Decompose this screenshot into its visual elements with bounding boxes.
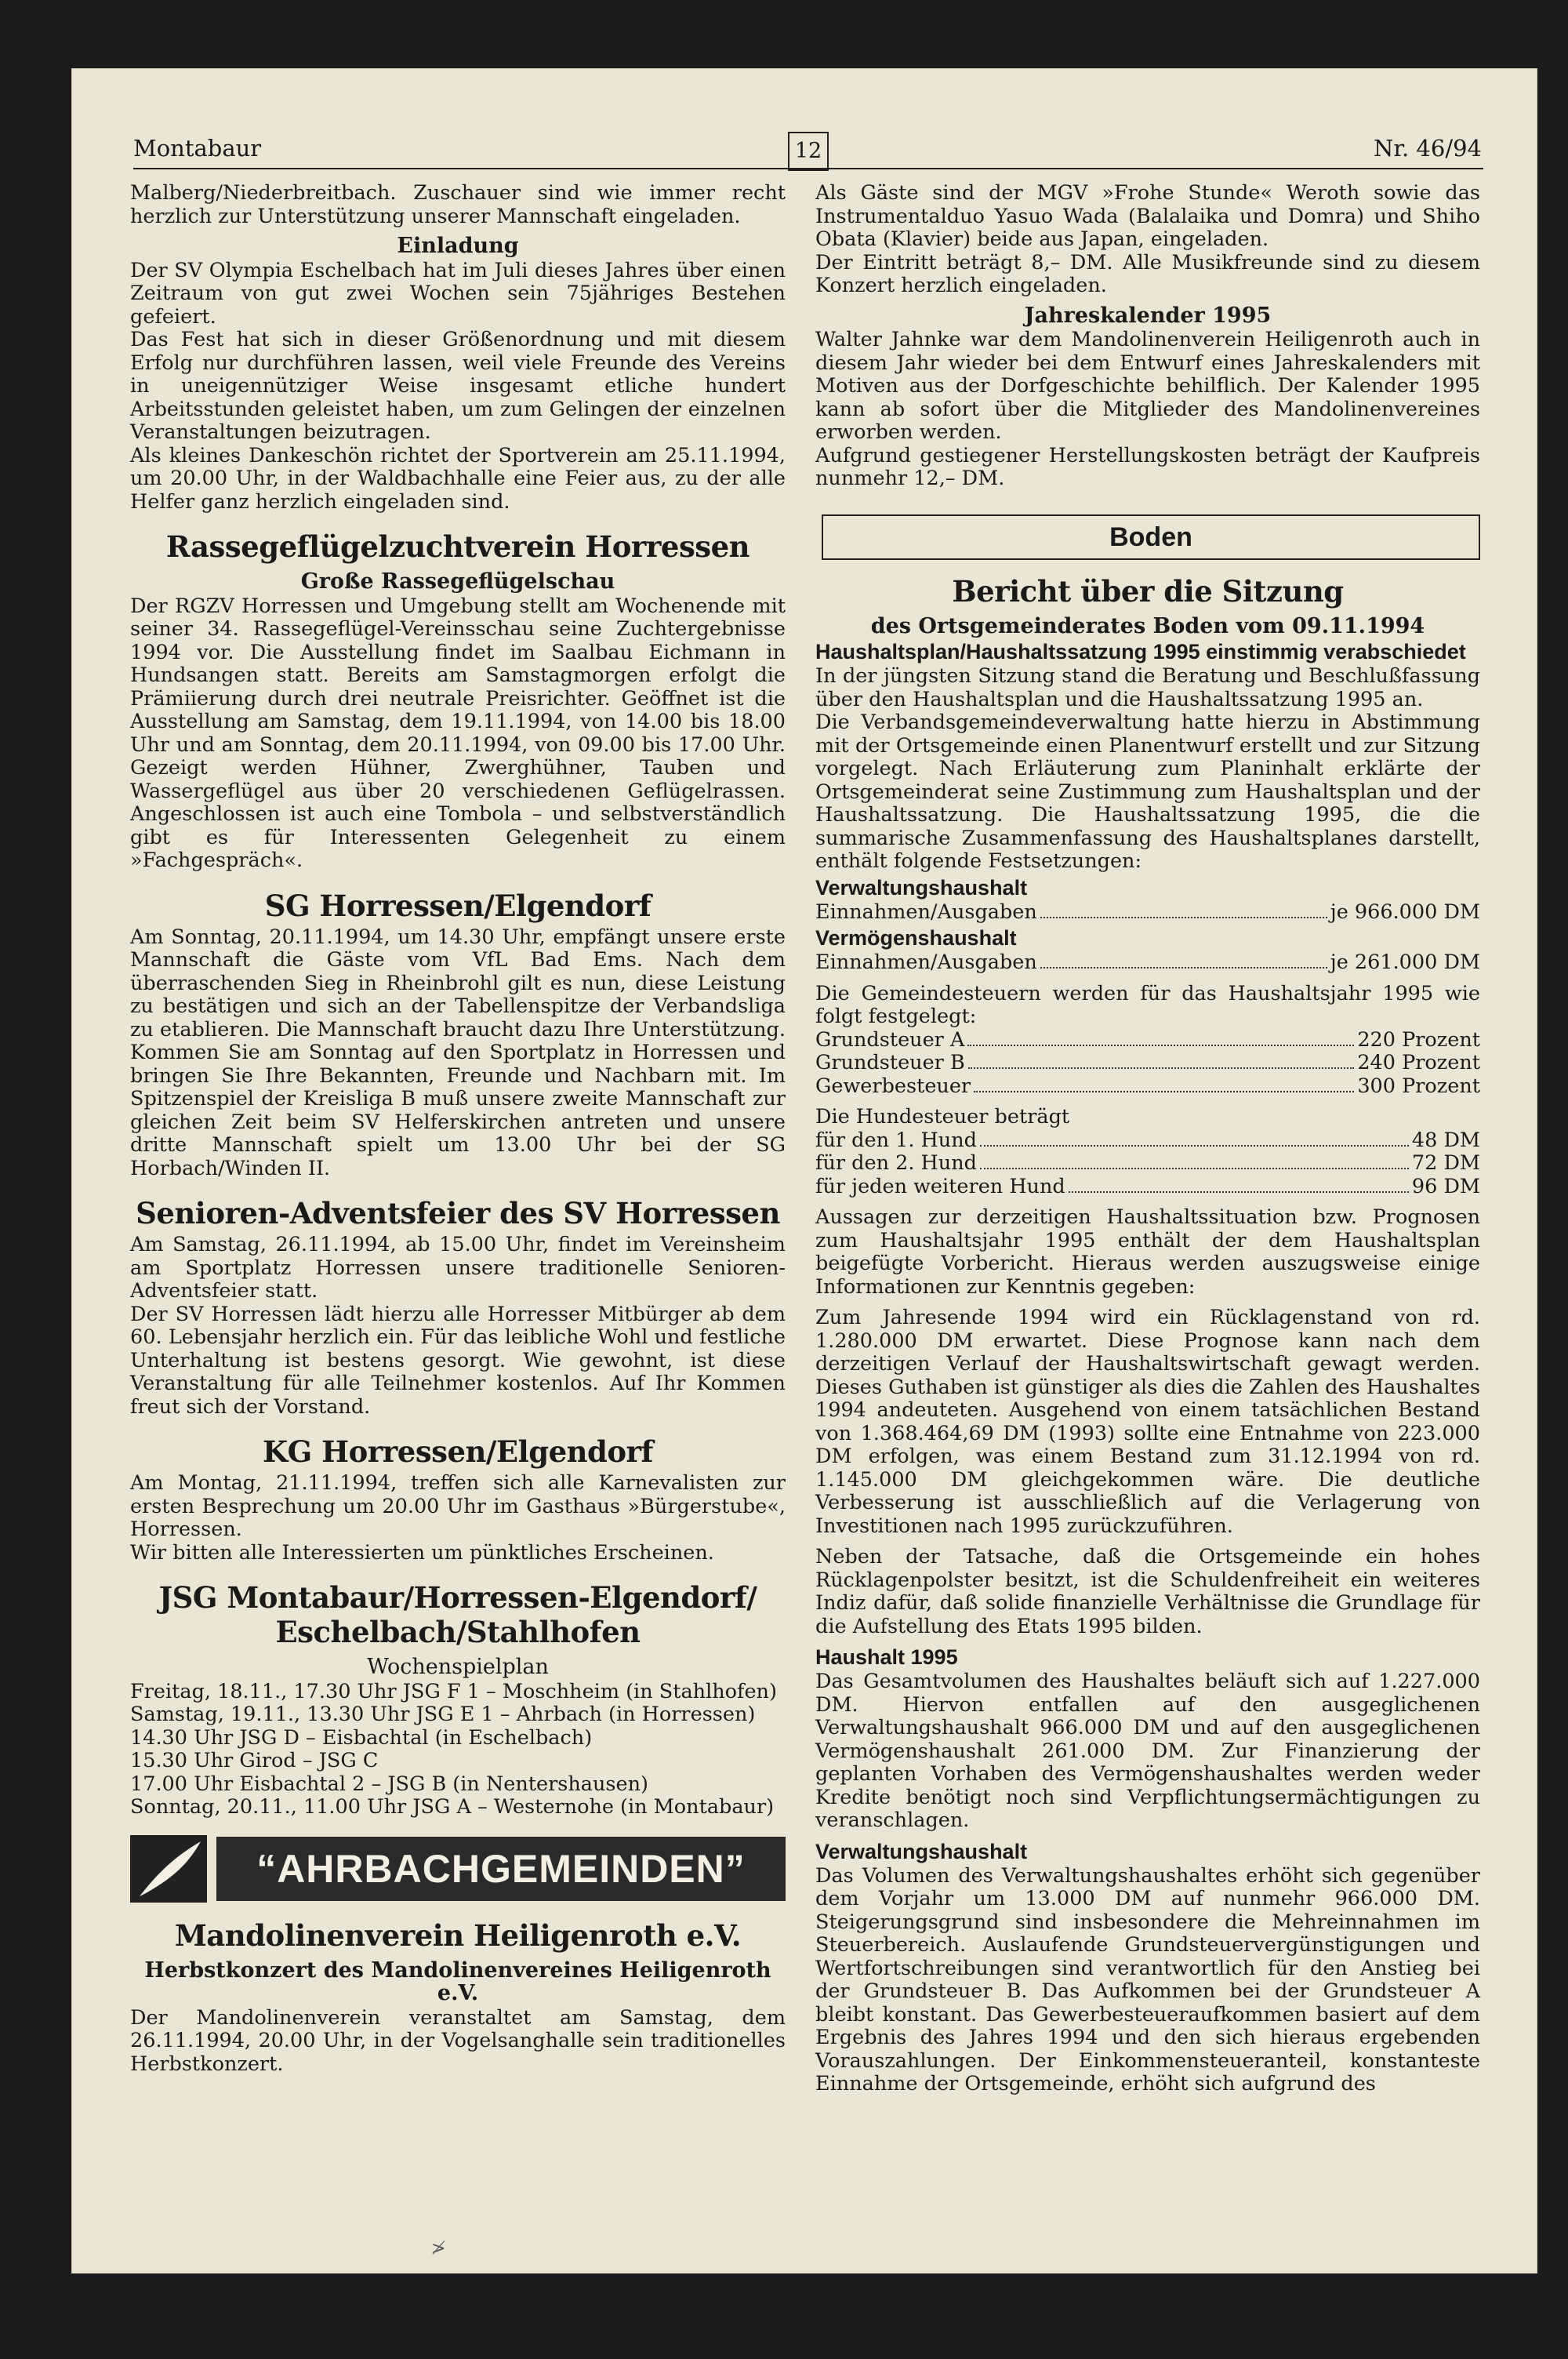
steuer-intro: Die Gemeindesteuern werden für das Haushaltsjahr 1995 wie folgt festgelegt:: [815, 981, 1480, 1028]
jsg-line: Sonntag, 20.11., 11.00 Uhr JSG A – Westernohe (in Montabaur): [130, 1795, 775, 1819]
jsg-subtitle: Wochenspielplan: [367, 1655, 549, 1679]
aussagen-text: Aussagen zur derzeitigen Haushaltssituation bzw. Prognosen zum Haushaltsjahr 1995 enthält der dem Haushaltsplan beigefügte Vorbericht. Hieraus werden auszugsweise einige Informationen zur Kenntnis gegeben:: [815, 1205, 1480, 1299]
einladung-p1: Der SV Olympia Eschelbach hat im Juli dieses Jahres über einen Zeitraum von gut zwei Wochen sein 75jähriges Bestehen gefeiert.: [130, 258, 786, 329]
einladung-title: Einladung: [397, 234, 519, 258]
rassegefluegel-title: Rassegeflügelzuchtverein Horressen: [165, 529, 750, 564]
kg-title: KG Horressen/Elgendorf: [263, 1434, 653, 1469]
steuer-row: Gewerbesteuer 300 Prozent: [815, 1074, 1480, 1098]
quill-logo-icon: [130, 1835, 207, 1903]
hund-row: für jeden weiteren Hund 96 DM: [815, 1174, 1480, 1198]
left-column: [130, 182, 786, 2076]
verwaltung-text: Das Volumen des Verwaltungshaushaltes erhöht sich gegenüber dem Vorjahr um 13.000 DM auf nunmehr 966.000 DM. Steigerungsgrund sind insbesondere die Mehreinnahmen im Steuerbereich. Auslaufende Grundsteuervergünstigungen und Wertfortschreibungen sind verantwortlich für den Anstieg bei der Grundsteuer B. Das Aufkommen bei der Grundsteuer A bleibt konstant. Das Gewerbesteueraufkommen basiert auf dem Ergebnis des Jahres 1994 und den sich hieraus ergebenden Vorauszahlungen. Der Einkommensteueranteil, konstanteste Einnahme der Ortsgemeinde, erhöht sich aufgrund des: [815, 1863, 1480, 2095]
senioren-title: Senioren-Adventsfeier des SV Horressen: [136, 1196, 780, 1230]
vw-label: Verwaltungshaushalt: [815, 875, 1028, 900]
kg-p1: Am Montag, 21.11.1994, treffen sich alle Karnevalisten zur ersten Besprechung um 20.00 Uhr im Gasthaus »Bürgerstube«, Horressen.: [130, 1471, 786, 1541]
hund-row: für den 1. Hund 48 DM: [815, 1128, 1480, 1152]
jsg-line: 15.30 Uhr Girod – JSG C: [130, 1749, 379, 1772]
banner-title: “AHRBACHGEMEINDEN”: [216, 1837, 786, 1901]
jsg-line: 17.00 Uhr Eisbachtal 2 – JSG B (in Nentershausen): [130, 1772, 648, 1796]
senioren-p2: Der SV Horressen lädt hierzu alle Horresser Mitbürger ab dem 60. Lebensjahr herzlich ein. Für das leibliche Wohl und festliche Unterhaltung ist bestens gesorgt. Wie gewohnt, ist diese Veranstaltung für alle Teilnehmer kostenlos. Auf Ihr Kommen freut sich der Vorstand.: [130, 1302, 786, 1419]
sg-title: SG Horressen/Elgendorf: [264, 888, 652, 923]
mandolinen-title: Mandolinenverein Heiligenroth e.V.: [174, 1917, 742, 1953]
hund-intro: Die Hundesteuer beträgt: [815, 1105, 1070, 1129]
jsg-line: Samstag, 19.11., 13.30 Uhr JSG E 1 – Ahrbach (in Horressen): [130, 1703, 756, 1726]
rassegefluegel-subtitle: Große Rassegeflügelschau: [300, 569, 615, 594]
kg-p2: Wir bitten alle Interessierten um pünktliches Erscheinen.: [130, 1540, 714, 1565]
sg-text: Am Sonntag, 20.11.1994, um 14.30 Uhr, empfängt unsere erste Mannschaft die Gäste vom VfL Bad Ems. Nach dem überraschenden Sieg in Rheinbrohl gilt es nun, diese Leistung zu bestätigen und sich an der Tabellenspitze der Verbandsliga zu etablieren. Die Mannschaft braucht dazu Ihre Unterstützung. Kommen Sie am Sonntag auf den Sportplatz in Horressen und bringen Sie Ihre Bekannten, Freunde und Nachbarn mit. Im Spitzenspiel der Kreisliga B muß unsere zweite Mannschaft zur gleichen Zeit beim SV Helferskirchen antreten und unsere dritte Mannschaft spielt um 13.00 Uhr bei der SG Horbach/Winden II.: [130, 925, 786, 1180]
steuer-row: Grundsteuer B 240 Prozent: [815, 1051, 1480, 1074]
footer-mark: ≯: [431, 2239, 446, 2259]
page-number: 12: [788, 132, 829, 171]
haushalt-heading: Haushalt 1995: [815, 1645, 958, 1669]
jahreskalender-title: Jahreskalender 1995: [1024, 303, 1272, 328]
steuer-row: Grundsteuer A 220 Prozent: [815, 1027, 1480, 1052]
jsg-title-line2: Eschelbach/Stahlhofen: [275, 1615, 641, 1649]
right-column: [815, 182, 1480, 2096]
bericht-subtitle: des Ortsgemeinderates Boden vom 09.11.1994: [870, 613, 1425, 638]
rassegefluegel-text: Der RGZV Horressen und Umgebung stellt am Wochenende mit seiner 34. Rassegeflügel-Vereinsschau seine Zuchtergebnisse 1994 vor. Die Ausstellung findet im Saalbau Eichmann in Hundsangen statt. Bereits am Samstagmorgen erfolgt die Prämiierung durch drei neutrale Preisrichter. Geöffnet ist die Ausstellung am Samstag, dem 19.11.1994, von 14.00 bis 18.00 Uhr und am Sonntag, dem 20.11.1994, von 09.00 bis 17.00 Uhr. Gezeigt werden Hühner, Zwerghühner, Tauben und Wassergeflügel aus über 20 verschiedenen Geflügelrassen. Angeschlossen ist auch eine Tombola – und selbstverständlich gibt es für Interessenten Gelegenheit zu einem »Fachgespräch«.: [130, 594, 786, 872]
vm-label: Vermögenshaushalt: [815, 926, 1017, 950]
haushaltsplan-heading: Haushaltsplan/Haushaltssatzung 1995 einstimmig verabschiedet: [815, 640, 1466, 663]
boden-section-box: Boden: [822, 514, 1480, 560]
bericht-title: Bericht über die Sitzung: [952, 573, 1344, 609]
haushaltsplan-p2: Die Verbandsgemeindeverwaltung hatte hierzu in Abstimmung mit der Ortsgemeinde einen Planentwurf erstellt und zur Sitzung vorgelegt. Nach Erläuterung zum Planinhalt erklärte der Ortsgemeinderat seine Zustimmung zum Haushaltsplan und der Haushaltssatzung. Die Haushaltssatzung 1995, die die summarische Zusammenfassung des Haushaltsplanes darstellt, enthält folgende Festsetzungen:: [815, 711, 1480, 873]
vw-row: Einnahmen/Ausgaben je 966.000 DM: [815, 900, 1480, 924]
eintritt-text: Der Eintritt beträgt 8,– DM. Alle Musikfreunde sind zu diesem Konzert herzlich eingeladen.: [815, 250, 1480, 297]
haushaltsplan-p1: In der jüngsten Sitzung stand die Beratung und Beschlußfassung über den Haushaltsplan und die Haushaltssatzung 1995 an.: [815, 664, 1480, 711]
intro-text: Malberg/Niederbreitbach. Zuschauer sind wie immer recht herzlich zur Unterstützung unserer Mannschaft eingeladen.: [130, 181, 786, 228]
jahresende-text: Zum Jahresende 1994 wird ein Rücklagenstand von rd. 1.280.000 DM erwartet. Diese Prognose kann nach dem derzeitigen Verlauf der Haushaltswirtschaft gewagt werden. Dieses Guthaben ist günstiger als dies die Zahlen des Haushaltes 1994 andeuteten. Ausgehend von einem tatsächlichen Bestand von 1.368.464,69 DM (1993) sollte eine Entnahme von 223.000 DM erfolgen, was einem Bestand zum 31.12.1994 von rd. 1.145.000 DM gleichgekommen wäre. Die deutliche Verbesserung ist ausschließlich auf die Verlagerung von Investitionen nach 1995 zurückzuführen.: [815, 1306, 1480, 1538]
vm-row: Einnahmen/Ausgaben je 261.000 DM: [815, 951, 1480, 974]
header-rule: [133, 168, 1483, 169]
jsg-line: Freitag, 18.11., 17.30 Uhr JSG F 1 – Moschheim (in Stahlhofen): [130, 1679, 777, 1703]
haushalt-text: Das Gesamtvolumen des Haushaltes beläuft sich auf 1.227.000 DM. Hiervon entfallen auf den ausgeglichenen Verwaltungshaushalt 966.000 DM und auf den ausgeglichenen Vermögenshaushalt 261.000 DM. Zur Finanzierung der geplanten Vorhaben des Vermögenshaushaltes werden weder Kredite benötigt noch sind Verpflichtungsermächtigungen zu veranschlagen.: [815, 1670, 1480, 1832]
jahreskalender-p2: Aufgrund gestiegener Herstellungskosten beträgt der Kaufpreis nunmehr 12,– DM.: [815, 443, 1480, 490]
verwaltung-heading: Verwaltungshaushalt: [815, 1839, 1028, 1863]
neben-text: Neben der Tatsache, daß die Ortsgemeinde ein hohes Rücklagenpolster besitzt, ist die Schuldenfreiheit ein weiteres Indiz dafür, daß solide finanzielle Verhältnisse die Grundlage für die Aufstellung des Etats 1995 bilden.: [815, 1545, 1480, 1638]
jsg-title-line1: JSG Montabaur/Horressen-Elgendorf/: [158, 1580, 757, 1615]
hund-row: für den 2. Hund 72 DM: [815, 1151, 1480, 1175]
mandolinen-text: Der Mandolinenverein veranstaltet am Samstag, dem 26.11.1994, 20.00 Uhr, in der Vogelsanghalle sein traditionelles Herbstkonzert.: [130, 2005, 786, 2076]
mandolinen-subtitle: Herbstkonzert des Mandolinenvereines Heiligenroth e.V.: [144, 1957, 771, 2005]
senioren-p1: Am Samstag, 26.11.1994, ab 15.00 Uhr, findet im Vereinsheim am Sportplatz Horressen unsere traditionelle Senioren-Adventsfeier statt.: [130, 1233, 786, 1303]
header-issue: Nr. 46/94: [1373, 135, 1482, 162]
jsg-line: 14.30 Uhr JSG D – Eisbachtal (in Eschelbach): [130, 1725, 593, 1750]
einladung-p3: Als kleines Dankeschön richtet der Sportverein am 25.11.1994, um 20.00 Uhr, in der Waldbachhalle eine Feier aus, zu der alle Helfer ganz herzlich eingeladen sind.: [130, 443, 786, 514]
header-town: Montabaur: [133, 135, 262, 162]
ahrbach-banner: [130, 1835, 786, 1903]
jahreskalender-p1: Walter Jahnke war dem Mandolinenverein Heiligenroth auch in diesem Jahr wieder bei dem Entwurf eines Jahreskalenders mit Motiven aus der Dorfgeschichte behilflich. Der Kalender 1995 kann ab sofort über die Mitglieder des Mandolinenvereines erworben werden.: [815, 328, 1480, 444]
einladung-p2: Das Fest hat sich in dieser Größenordnung und mit diesem Erfolg nur durchführen lassen, weil viele Freunde des Vereins in uneigennütziger Weise insgesamt etliche hundert Arbeitsstunden geleistet haben, um zum Gelingen der einzelnen Veranstaltungen beizutragen.: [130, 328, 786, 444]
gaeste-text: Als Gäste sind der MGV »Frohe Stunde« Weroth sowie das Instrumentalduo Yasuo Wada (Balalaika und Domra) und Shiho Obata (Klavier) beide aus Japan, eingeladen.: [815, 181, 1480, 251]
